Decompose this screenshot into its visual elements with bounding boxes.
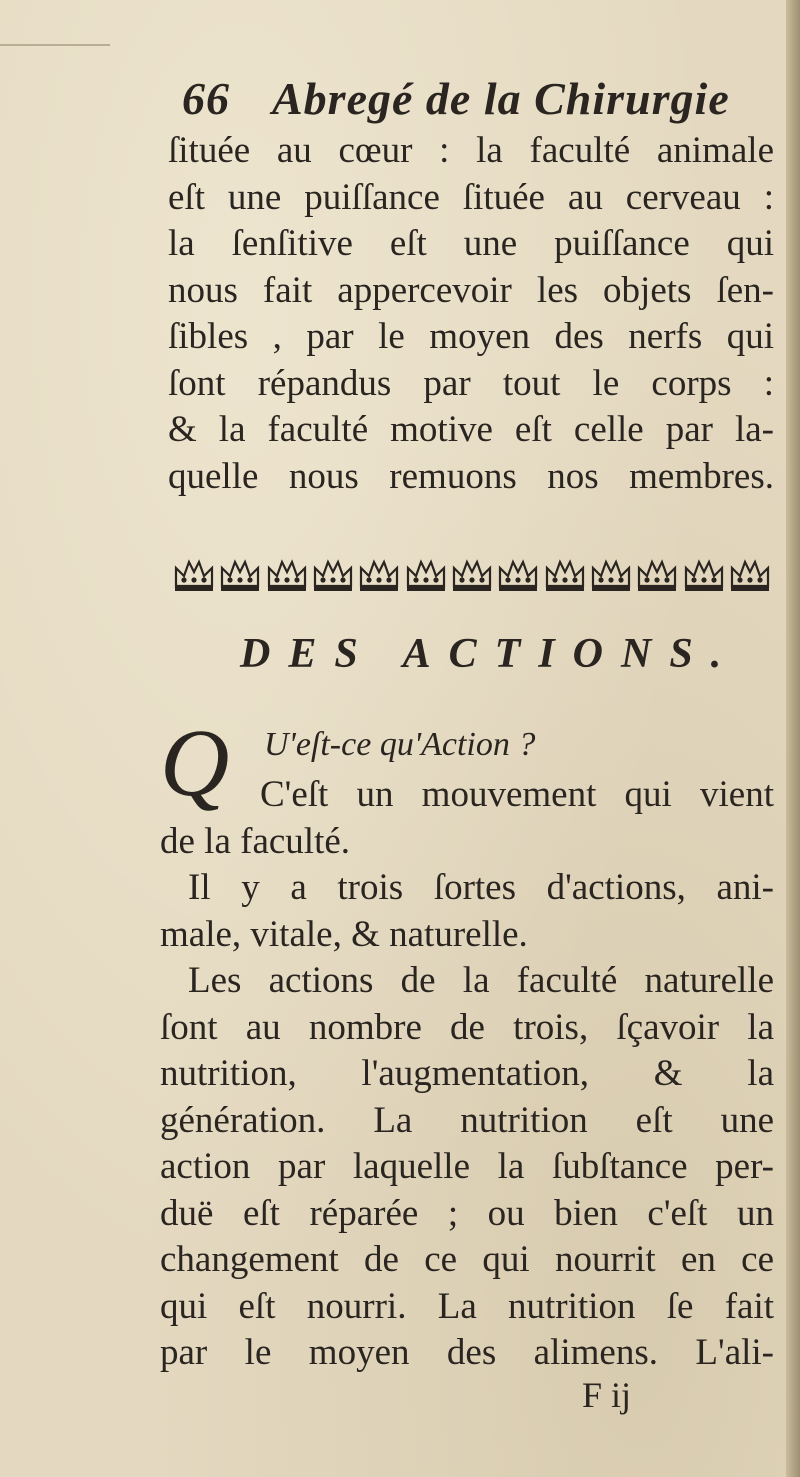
crown-fleuron-icon <box>589 556 633 594</box>
text-line: ſont répandus par tout le corps : <box>168 362 774 404</box>
paragraph-faculties <box>168 128 774 500</box>
crown-fleuron-icon <box>218 556 262 594</box>
crown-fleuron-icon <box>543 556 587 594</box>
text-line: de la faculté. <box>160 820 351 862</box>
page-edge <box>786 0 800 1477</box>
crown-fleuron-icon <box>450 556 494 594</box>
text-line: eſt une puiſſance ſituée au cerveau : <box>168 176 774 218</box>
text-line: ſituée au cœur : la faculté animale <box>168 130 774 171</box>
text-line: génération. La nutrition eſt une <box>160 1099 774 1141</box>
paragraph-actions <box>160 772 774 1377</box>
drop-capital: Q <box>160 709 230 816</box>
text-line: ſibles , par le moyen des nerfs qui <box>168 316 774 357</box>
text-line: qui eſt nourri. La nutrition ſe fait <box>160 1285 774 1327</box>
crown-fleuron-icon <box>682 556 726 594</box>
text-line: Les actions de la faculté naturelle <box>188 960 774 1001</box>
text-line: changement de ce qui nourrit en ce <box>160 1239 774 1280</box>
text-line: par le moyen des alimens. L'ali- <box>160 1332 774 1373</box>
section-title: DES ACTIONS. <box>240 631 740 677</box>
text-line: action par laquelle la ſubſtance per- <box>160 1146 774 1187</box>
crown-fleuron-icon <box>172 556 216 594</box>
text-line: duë eſt réparée ; ou bien c'eſt un <box>160 1192 774 1234</box>
crown-fleuron-icon <box>265 556 309 594</box>
ornament-band <box>172 552 772 598</box>
text-line: ſont au nombre de trois, ſçavoir la <box>160 1006 774 1048</box>
text-line: & la faculté motive eſt celle par la- <box>168 409 774 450</box>
running-title: Abregé de la Chirurgie <box>272 73 730 124</box>
signature-mark: F ij <box>582 1375 632 1415</box>
text-line: Il y a trois ſortes d'actions, ani- <box>188 867 774 908</box>
crown-fleuron-icon <box>311 556 355 594</box>
text-line: C'eſt un mouvement qui vient <box>260 774 774 815</box>
text-line: la ſenſitive eſt une puiſſance qui <box>168 223 774 264</box>
fold-mark <box>0 44 110 46</box>
crown-fleuron-icon <box>357 556 401 594</box>
page-number: 66 <box>182 73 230 124</box>
crown-fleuron-icon <box>496 556 540 594</box>
text-line: nutrition, l'augmentation, & la <box>160 1053 774 1094</box>
question-heading: U'eſt-ce qu'Action ? <box>264 726 536 763</box>
text-line: male, vitale, & naturelle. <box>160 913 528 955</box>
crown-fleuron-icon <box>404 556 448 594</box>
text-line: quelle nous remuons nos membres. <box>168 455 774 497</box>
crown-fleuron-icon <box>728 556 772 594</box>
running-head <box>182 72 742 128</box>
crown-fleuron-icon <box>635 556 679 594</box>
text-line: nous fait appercevoir les objets ſen- <box>168 269 774 311</box>
